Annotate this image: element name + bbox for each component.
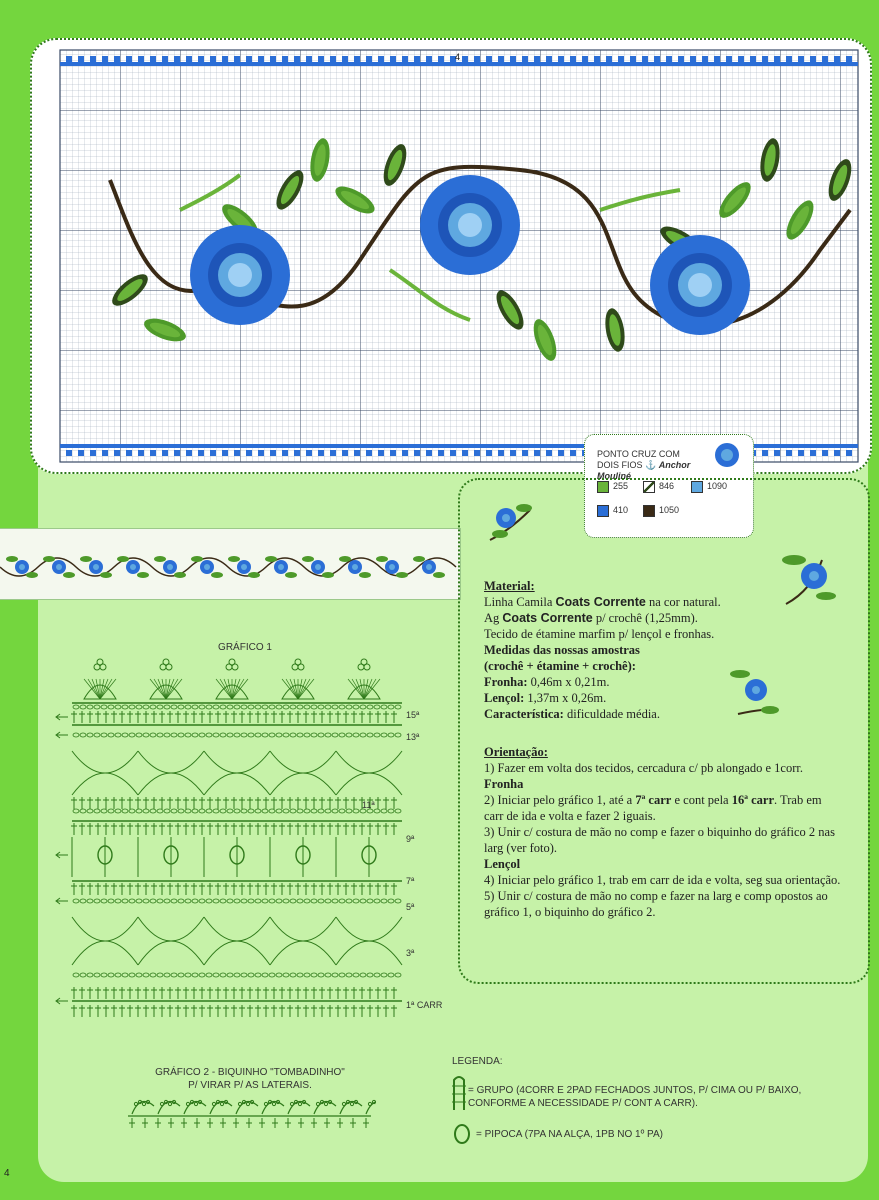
grupo-symbol-icon xyxy=(450,1074,468,1114)
material-line3: Tecido de étamine marfim p/ lençol e fronhas. xyxy=(484,627,715,641)
grafico2-title-line1: GRÁFICO 2 - BIQUINHO "TOMBADINHO" xyxy=(155,1067,345,1078)
step-2-a: 2) Iniciar pelo gráfico 1, até a xyxy=(484,793,636,807)
fronha-value: 0,46m x 0,21m. xyxy=(527,675,610,689)
step-2-c: e cont pela xyxy=(671,793,732,807)
row-label-13: 13ª xyxy=(406,732,420,742)
swatch-1090-label: 1090 xyxy=(707,481,728,491)
pipoca-symbol-icon xyxy=(452,1122,472,1146)
step-2-d: 16ª carr xyxy=(731,793,775,807)
grafico2-title xyxy=(120,1066,380,1092)
row-label-3: 3ª xyxy=(406,948,415,958)
lencol-value: 1,37m x 0,26m. xyxy=(524,691,607,705)
material-line2-b: p/ crochê (1,25mm). xyxy=(592,611,698,625)
row-label-9: 9ª xyxy=(406,834,415,844)
embroidery-photo-band xyxy=(0,528,461,600)
medidas-line2: (crochê + étamine + crochê): xyxy=(484,659,636,673)
fronha-label: Fronha: xyxy=(484,675,528,689)
legend-title-line2: DOIS FIOS xyxy=(597,460,643,470)
row-label-5: 5ª xyxy=(406,902,415,912)
lencol-label: Lençol: xyxy=(484,691,525,705)
caract-label: Característica: xyxy=(484,707,564,721)
crochet-diagram-2 xyxy=(126,1092,376,1132)
swatch-846-label: 846 xyxy=(659,481,675,491)
material-line1-brand: Coats Corrente xyxy=(555,595,646,609)
material-line2-a: Ag xyxy=(484,611,503,625)
page-number: 4 xyxy=(4,1168,10,1179)
anchor-icon: ⚓ xyxy=(645,460,657,470)
blue-flower-icon xyxy=(709,439,745,471)
row-label-15: 15ª xyxy=(406,710,420,720)
step-4: 4) Iniciar pelo gráfico 1, trab em carr de ida e volta, seg sua orientação. xyxy=(484,873,841,887)
band-flowers xyxy=(0,529,460,599)
crochet-diagram-1 xyxy=(50,655,430,1025)
orientacao-heading: Orientação: xyxy=(484,745,548,759)
legend-brand: Anchor Mouliné xyxy=(597,460,691,481)
material-line1-b: na cor natural. xyxy=(645,595,721,609)
legenda-pipoca: = PIPOCA (7PA NA ALÇA, 1PB NO 1º PA) xyxy=(476,1129,663,1140)
caract-value: dificuldade média. xyxy=(563,707,660,721)
chart-center-marker: 4 xyxy=(455,52,461,62)
grafico1-title: GRÁFICO 1 xyxy=(218,642,272,653)
swatch-410-label: 410 xyxy=(613,505,629,515)
step-2-b: 7ª carr xyxy=(635,793,672,807)
legenda-title: LEGENDA: xyxy=(452,1056,503,1067)
fronha-heading: Fronha xyxy=(484,777,524,791)
row-label-1-carr: 1ª CARR xyxy=(406,1000,443,1010)
grafico2-title-line2: P/ VIRAR P/ AS LATERAIS. xyxy=(188,1080,312,1091)
step-2-e: . Trab em carr de ida e volta e fazer 2 iguais. xyxy=(484,793,822,823)
material-line2-brand: Coats Corrente xyxy=(502,611,593,625)
lencol-heading: Lençol xyxy=(484,857,521,871)
legenda-grupo xyxy=(468,1084,878,1110)
material-line1-a: Linha Camila xyxy=(484,595,556,609)
swatch-255-label: 255 xyxy=(613,481,629,491)
instructions-text xyxy=(484,578,844,920)
step-3: 3) Unir c/ costura de mão no comp e fazer o biquinho do gráfico 2 nas larg (ver foto). xyxy=(484,825,835,855)
step-5: 5) Unir c/ costura de mão no comp e fazer na larg e comp opostos ao gráfico 1, o biquinho do gráfico 2. xyxy=(484,889,828,919)
row-label-11: 11ª xyxy=(362,800,375,810)
swatch-1050-label: 1050 xyxy=(659,505,680,515)
cross-stitch-chart xyxy=(0,0,879,480)
legenda-grupo-line1: = GRUPO (4CORR E 2PAD FECHADOS JUNTOS, P/ CIMA OU P/ BAIXO, xyxy=(468,1085,802,1096)
material-heading: Material: xyxy=(484,579,535,593)
legenda-grupo-line2: CONFORME A NECESSIDADE P/ CONT A CARR). xyxy=(468,1098,698,1109)
legend-title-line1: PONTO CRUZ COM xyxy=(597,449,680,459)
medidas-line1: Medidas das nossas amostras xyxy=(484,643,640,657)
row-label-7: 7ª xyxy=(406,876,415,886)
step-1: 1) Fazer em volta dos tecidos, cercadura c/ pb alongado e 1corr. xyxy=(484,761,803,775)
